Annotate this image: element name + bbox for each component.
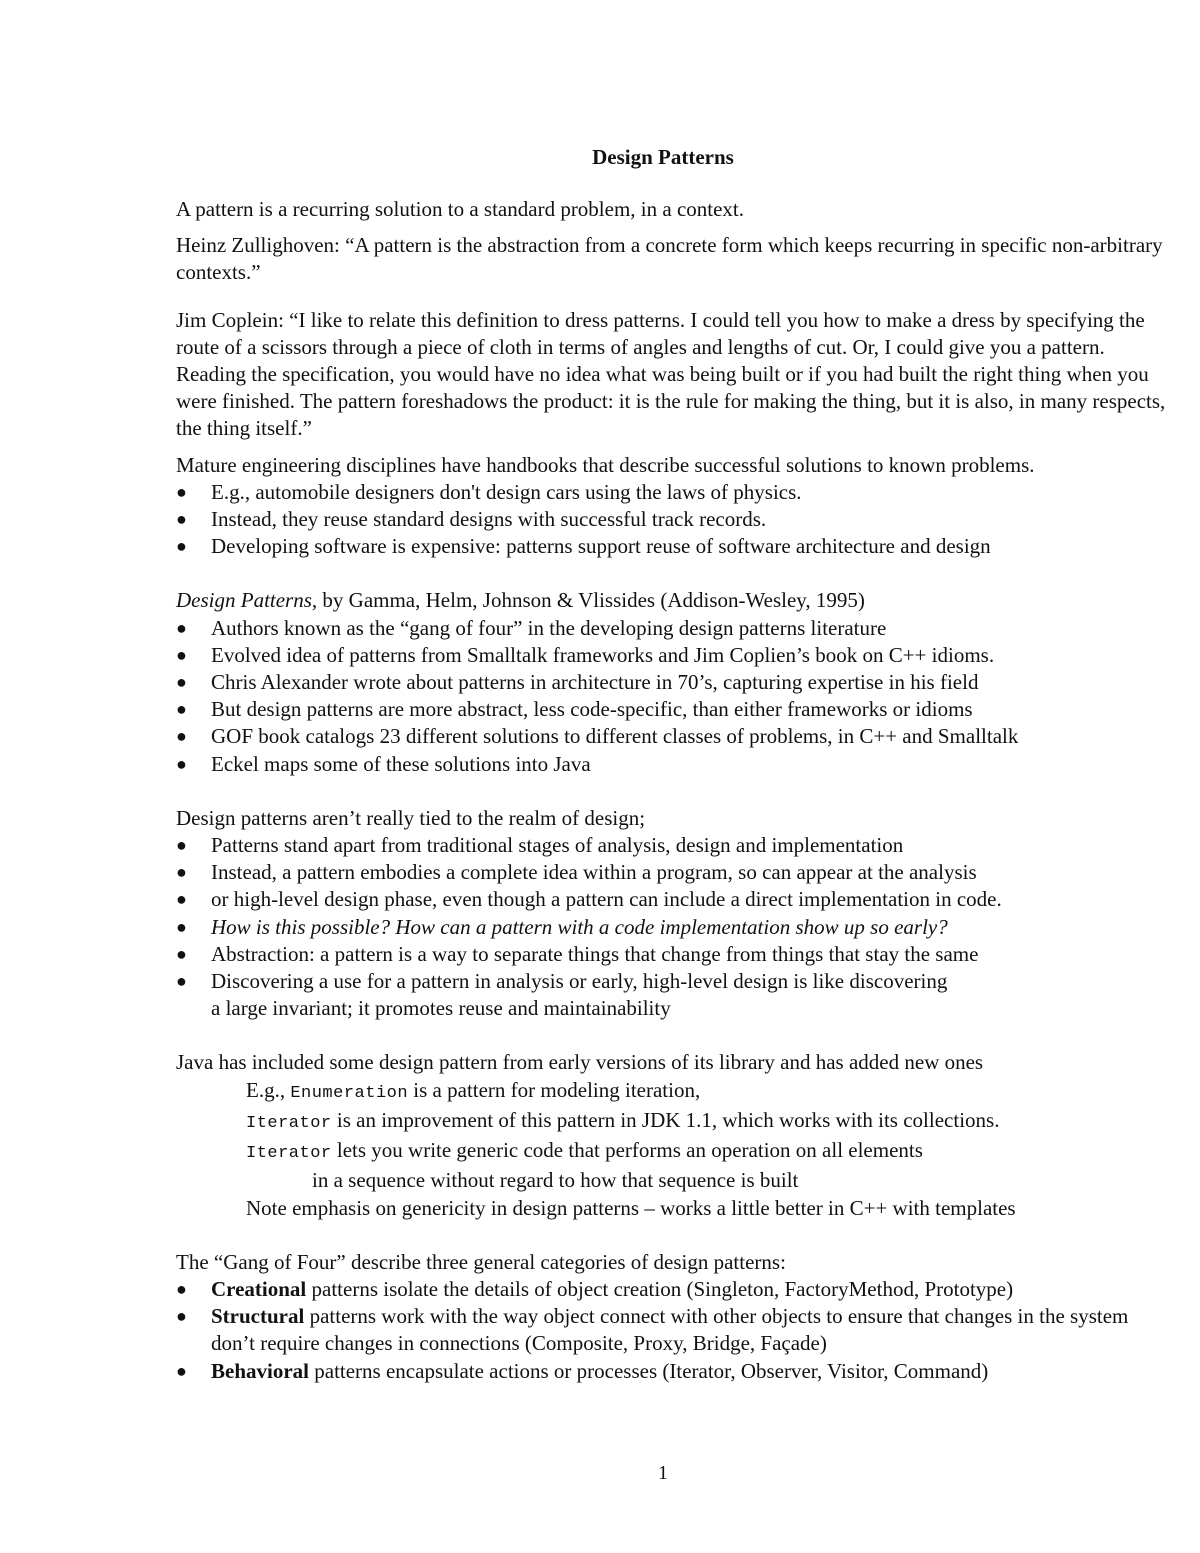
list-item: ● Developing software is expensive: patterns support reuse of software architecture and design — [176, 533, 1166, 560]
bullet-icon: ● — [176, 835, 187, 856]
bullet-icon: ● — [176, 672, 187, 693]
definition-paragraph: A pattern is a recurring solution to a standard problem, in a context. — [176, 197, 745, 221]
bullet-icon: ● — [176, 644, 187, 665]
bullet-icon: ● — [176, 916, 187, 937]
bullet-icon: ● — [176, 1306, 187, 1327]
code-enumeration: Enumeration — [290, 1083, 409, 1103]
bullet-icon: ● — [176, 1360, 187, 1381]
list-item: ● or high-level design phase, even though a pattern can include a direct implementation in code. — [176, 886, 1166, 913]
bullet-icon: ● — [176, 971, 187, 992]
bullet-icon: ● — [176, 699, 187, 720]
java-line-3: Iterator lets you write generic code that performs an operation on all elements — [246, 1138, 923, 1164]
page-title: Design Patterns — [592, 145, 734, 169]
gof-list — [176, 1276, 1166, 1385]
bullet-icon: ● — [176, 509, 187, 530]
list-item: ● But design patterns are more abstract, less code-specific, than either frameworks or idioms — [176, 696, 1166, 723]
list-item: ● GOF book catalogs 23 different solutions to different classes of problems, in C++ and Smalltalk — [176, 723, 1166, 750]
list-item: ● Discovering a use for a pattern in analysis or early, high-level design is like discovering — [176, 968, 1166, 995]
bullet-icon: ● — [176, 617, 187, 638]
list-item: ● How is this possible? How can a pattern with a code implementation show up so early? — [176, 914, 1166, 941]
mature-intro: Mature engineering disciplines have handbooks that describe successful solutions to known problems. — [176, 452, 1035, 477]
bullet-icon: ● — [176, 481, 187, 502]
list-item: ● Abstraction: a pattern is a way to separate things that change from things that stay the same — [176, 941, 1166, 968]
code-iterator: Iterator — [246, 1144, 332, 1164]
list-item: ● Instead, a pattern embodies a complete idea within a program, so can appear at the analysis — [176, 859, 1166, 886]
list-item: ● Patterns stand apart from traditional stages of analysis, design and implementation — [176, 832, 1166, 859]
java-line-5: Note emphasis on genericity in design patterns – works a little better in C++ with templates — [246, 1195, 1016, 1220]
list-item: ● Structural patterns work with the way object connect with other objects to ensure that changes in the system don’t require changes in connections (Composite, Proxy, Bridge, Façade) — [176, 1304, 1129, 1356]
book-list — [176, 615, 1166, 778]
document-body — [176, 196, 1166, 1385]
list-item: ● Eckel maps some of these solutions into Java — [176, 751, 1166, 778]
bullet-icon: ● — [176, 726, 187, 747]
java-line-1: E.g., Enumeration is a pattern for modeling iteration, — [246, 1077, 701, 1103]
bullet-icon: ● — [176, 889, 187, 910]
bullet-icon: ● — [176, 943, 187, 964]
page-number: 1 — [658, 1462, 668, 1484]
list-item: ● Chris Alexander wrote about patterns in architecture in 70’s, capturing expertise in his field — [176, 669, 1166, 696]
java-line-2: Iterator is an improvement of this pattern in JDK 1.1, which works with its collections. — [246, 1107, 1000, 1133]
book-intro: Design Patterns, by Gamma, Helm, Johnson & Vlissides (Addison-Wesley, 1995) — [176, 588, 865, 613]
tied-continuation: a large invariant; it promotes reuse and maintainability — [211, 996, 671, 1021]
bullet-icon: ● — [176, 753, 187, 774]
coplein-quote: Jim Coplein: “I like to relate this definition to dress patterns. I could tell you how to make a dress by specifying the route of a scissors through a piece of cloth in terms of angles and lengths of cut. Or, I could give you a pattern. Reading the specification, you would have no idea what was being built or if you had built the right thing when you were finished. The pattern foreshadows the product: it is the rule for making the thing, but it is also, in many respects, the thing itself.” — [176, 307, 1166, 441]
code-iterator: Iterator — [246, 1113, 332, 1133]
book-title: Design Patterns — [176, 588, 312, 613]
mature-list — [176, 479, 1166, 561]
list-item: ● Instead, they reuse standard designs with successful track records. — [176, 506, 1166, 533]
list-item: ● Creational patterns isolate the details of object creation (Singleton, FactoryMethod, Prototype) — [176, 1276, 1166, 1303]
java-intro: Java has included some design pattern from early versions of its library and has added new ones — [176, 1050, 984, 1075]
java-line-4: in a sequence without regard to how that sequence is built — [312, 1168, 799, 1193]
bullet-icon: ● — [176, 1278, 187, 1299]
list-item: ● Evolved idea of patterns from Smalltalk frameworks and Jim Coplien’s book on C++ idioms. — [176, 642, 1166, 669]
list-item: ● Authors known as the “gang of four” in the developing design patterns literature — [176, 615, 1166, 642]
list-item: ● Behavioral patterns encapsulate actions or processes (Iterator, Observer, Visitor, Command) — [176, 1358, 1166, 1385]
zullighoven-quote: Heinz Zullighoven: “A pattern is the abstraction from a concrete form which keeps recurring in specific non-arbitrary contexts.” — [176, 233, 1163, 285]
list-item: ● E.g., automobile designers don't design cars using the laws of physics. — [176, 479, 1166, 506]
gof-intro: The “Gang of Four” describe three general categories of design patterns: — [176, 1249, 786, 1274]
bullet-icon: ● — [176, 536, 187, 557]
bullet-icon: ● — [176, 862, 187, 883]
tied-intro: Design patterns aren’t really tied to the realm of design; — [176, 805, 646, 830]
tied-list — [176, 832, 1166, 995]
